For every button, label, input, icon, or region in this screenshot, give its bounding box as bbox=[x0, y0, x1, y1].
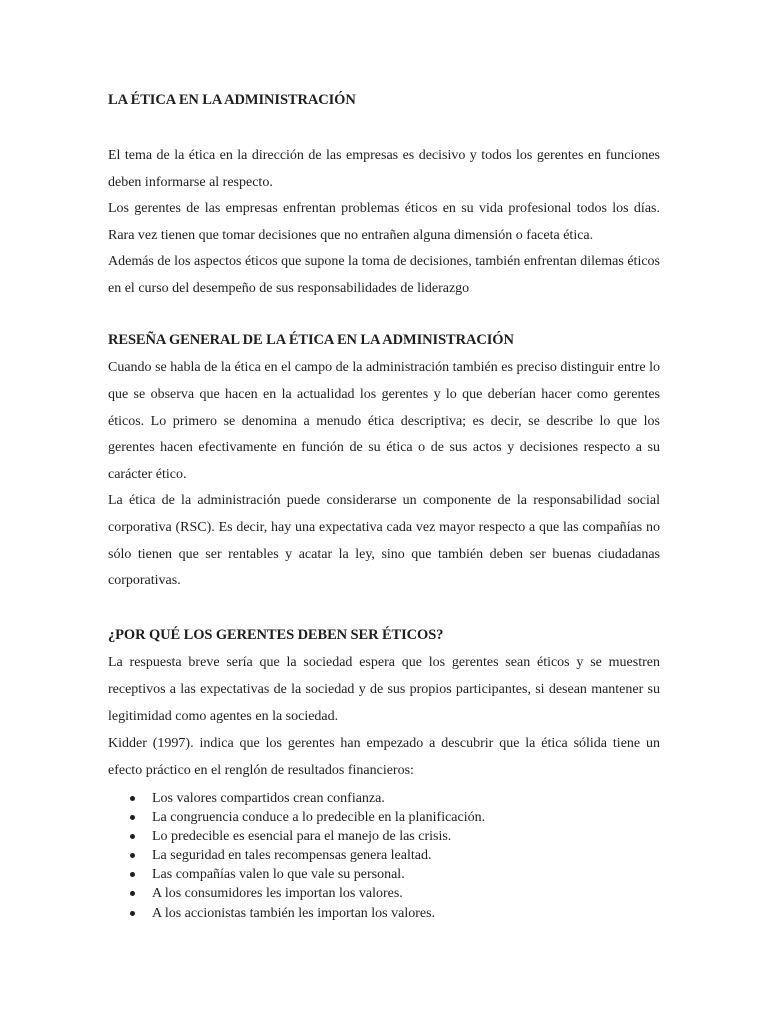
section1-paragraph-1: Cuando se habla de la ética en el campo de la administración también es preciso distinguir entre lo que se observa que hacen en la actualidad los gerentes y lo que deberían hacer como gerentes éticos. Lo primero se denomina a menudo ética descriptiva; es decir, se describe lo que los gerentes hacen efectivamente en función de su ética o de sus actos y decisiones respecto a su carácter ético. bbox=[108, 360, 660, 483]
intro-paragraph-2: Los gerentes de las empresas enfrentan problemas éticos en su vida profesional todos los días. Rara vez tienen que tomar decisiones que no entrañen alguna dimensión o faceta ética. bbox=[108, 201, 660, 243]
section-heading-resena: RESEÑA GENERAL DE LA ÉTICA EN LA ADMINISTRACIÓN bbox=[108, 332, 514, 348]
list-item bbox=[108, 827, 485, 846]
bullet-dot-icon bbox=[130, 796, 135, 801]
list-item-text: La seguridad en tales recompensas genera lealtad. bbox=[152, 848, 432, 864]
list-item-text: Los valores compartidos crean confianza. bbox=[152, 791, 385, 806]
bullet-dot-icon bbox=[130, 815, 135, 820]
list-item bbox=[108, 846, 485, 865]
list-item bbox=[108, 789, 485, 808]
bullet-dot-icon bbox=[130, 891, 135, 896]
list-item bbox=[108, 884, 485, 903]
bullet-dot-icon bbox=[130, 834, 135, 839]
section-heading-por-que: ¿POR QUÉ LOS GERENTES DEBEN SER ÉTICOS? bbox=[108, 627, 444, 643]
section1-paragraph-2: La ética de la administración puede considerarse un componente de la responsabilidad social corporativa (RSC). Es decir, hay una expectativa cada vez mayor respecto a que las compañías no sólo tienen que ser rentables y acatar la ley, sino que también deben ser buenas ciudadanas corporativas. bbox=[108, 493, 660, 589]
list-item-text: A los consumidores les importan los valores. bbox=[152, 886, 403, 902]
intro-paragraph-3: Además de los aspectos éticos que supone la toma de decisiones, también enfrentan dilemas éticos en el curso del desempeño de sus responsabilidades de liderazgo bbox=[108, 254, 660, 296]
bullet-dot-icon bbox=[130, 853, 135, 858]
list-item bbox=[108, 904, 485, 923]
list-item bbox=[108, 808, 485, 827]
list-item-text: A los accionistas también les importan los valores. bbox=[152, 905, 436, 921]
list-item-text: Lo predecible es esencial para el manejo de las crisis. bbox=[152, 829, 452, 845]
section2-paragraph-2: Kidder (1997). indica que los gerentes han empezado a descubrir que la ética sólida tiene un efecto práctico en el renglón de resultados financieros: bbox=[108, 736, 660, 778]
intro-paragraph-1: El tema de la ética en la dirección de las empresas es decisivo y todos los gerentes en funciones deben informarse al respecto. bbox=[108, 148, 660, 190]
bullet-dot-icon bbox=[130, 872, 135, 877]
list-item-text: La congruencia conduce a lo predecible en la planificación. bbox=[152, 810, 486, 826]
section2-paragraph-1: La respuesta breve sería que la sociedad espera que los gerentes sean éticos y se muestren receptivos a las expectativas de la sociedad y de sus propios participantes, si desean mantener su legitimidad como agentes en la sociedad. bbox=[108, 655, 660, 724]
benefits-list bbox=[108, 789, 485, 923]
document-title: LA ÉTICA EN LA ADMINISTRACIÓN bbox=[108, 92, 356, 108]
list-item-text: Las compañías valen lo que vale su personal. bbox=[152, 867, 405, 883]
bullet-dot-icon bbox=[130, 911, 135, 916]
list-item bbox=[108, 865, 485, 884]
